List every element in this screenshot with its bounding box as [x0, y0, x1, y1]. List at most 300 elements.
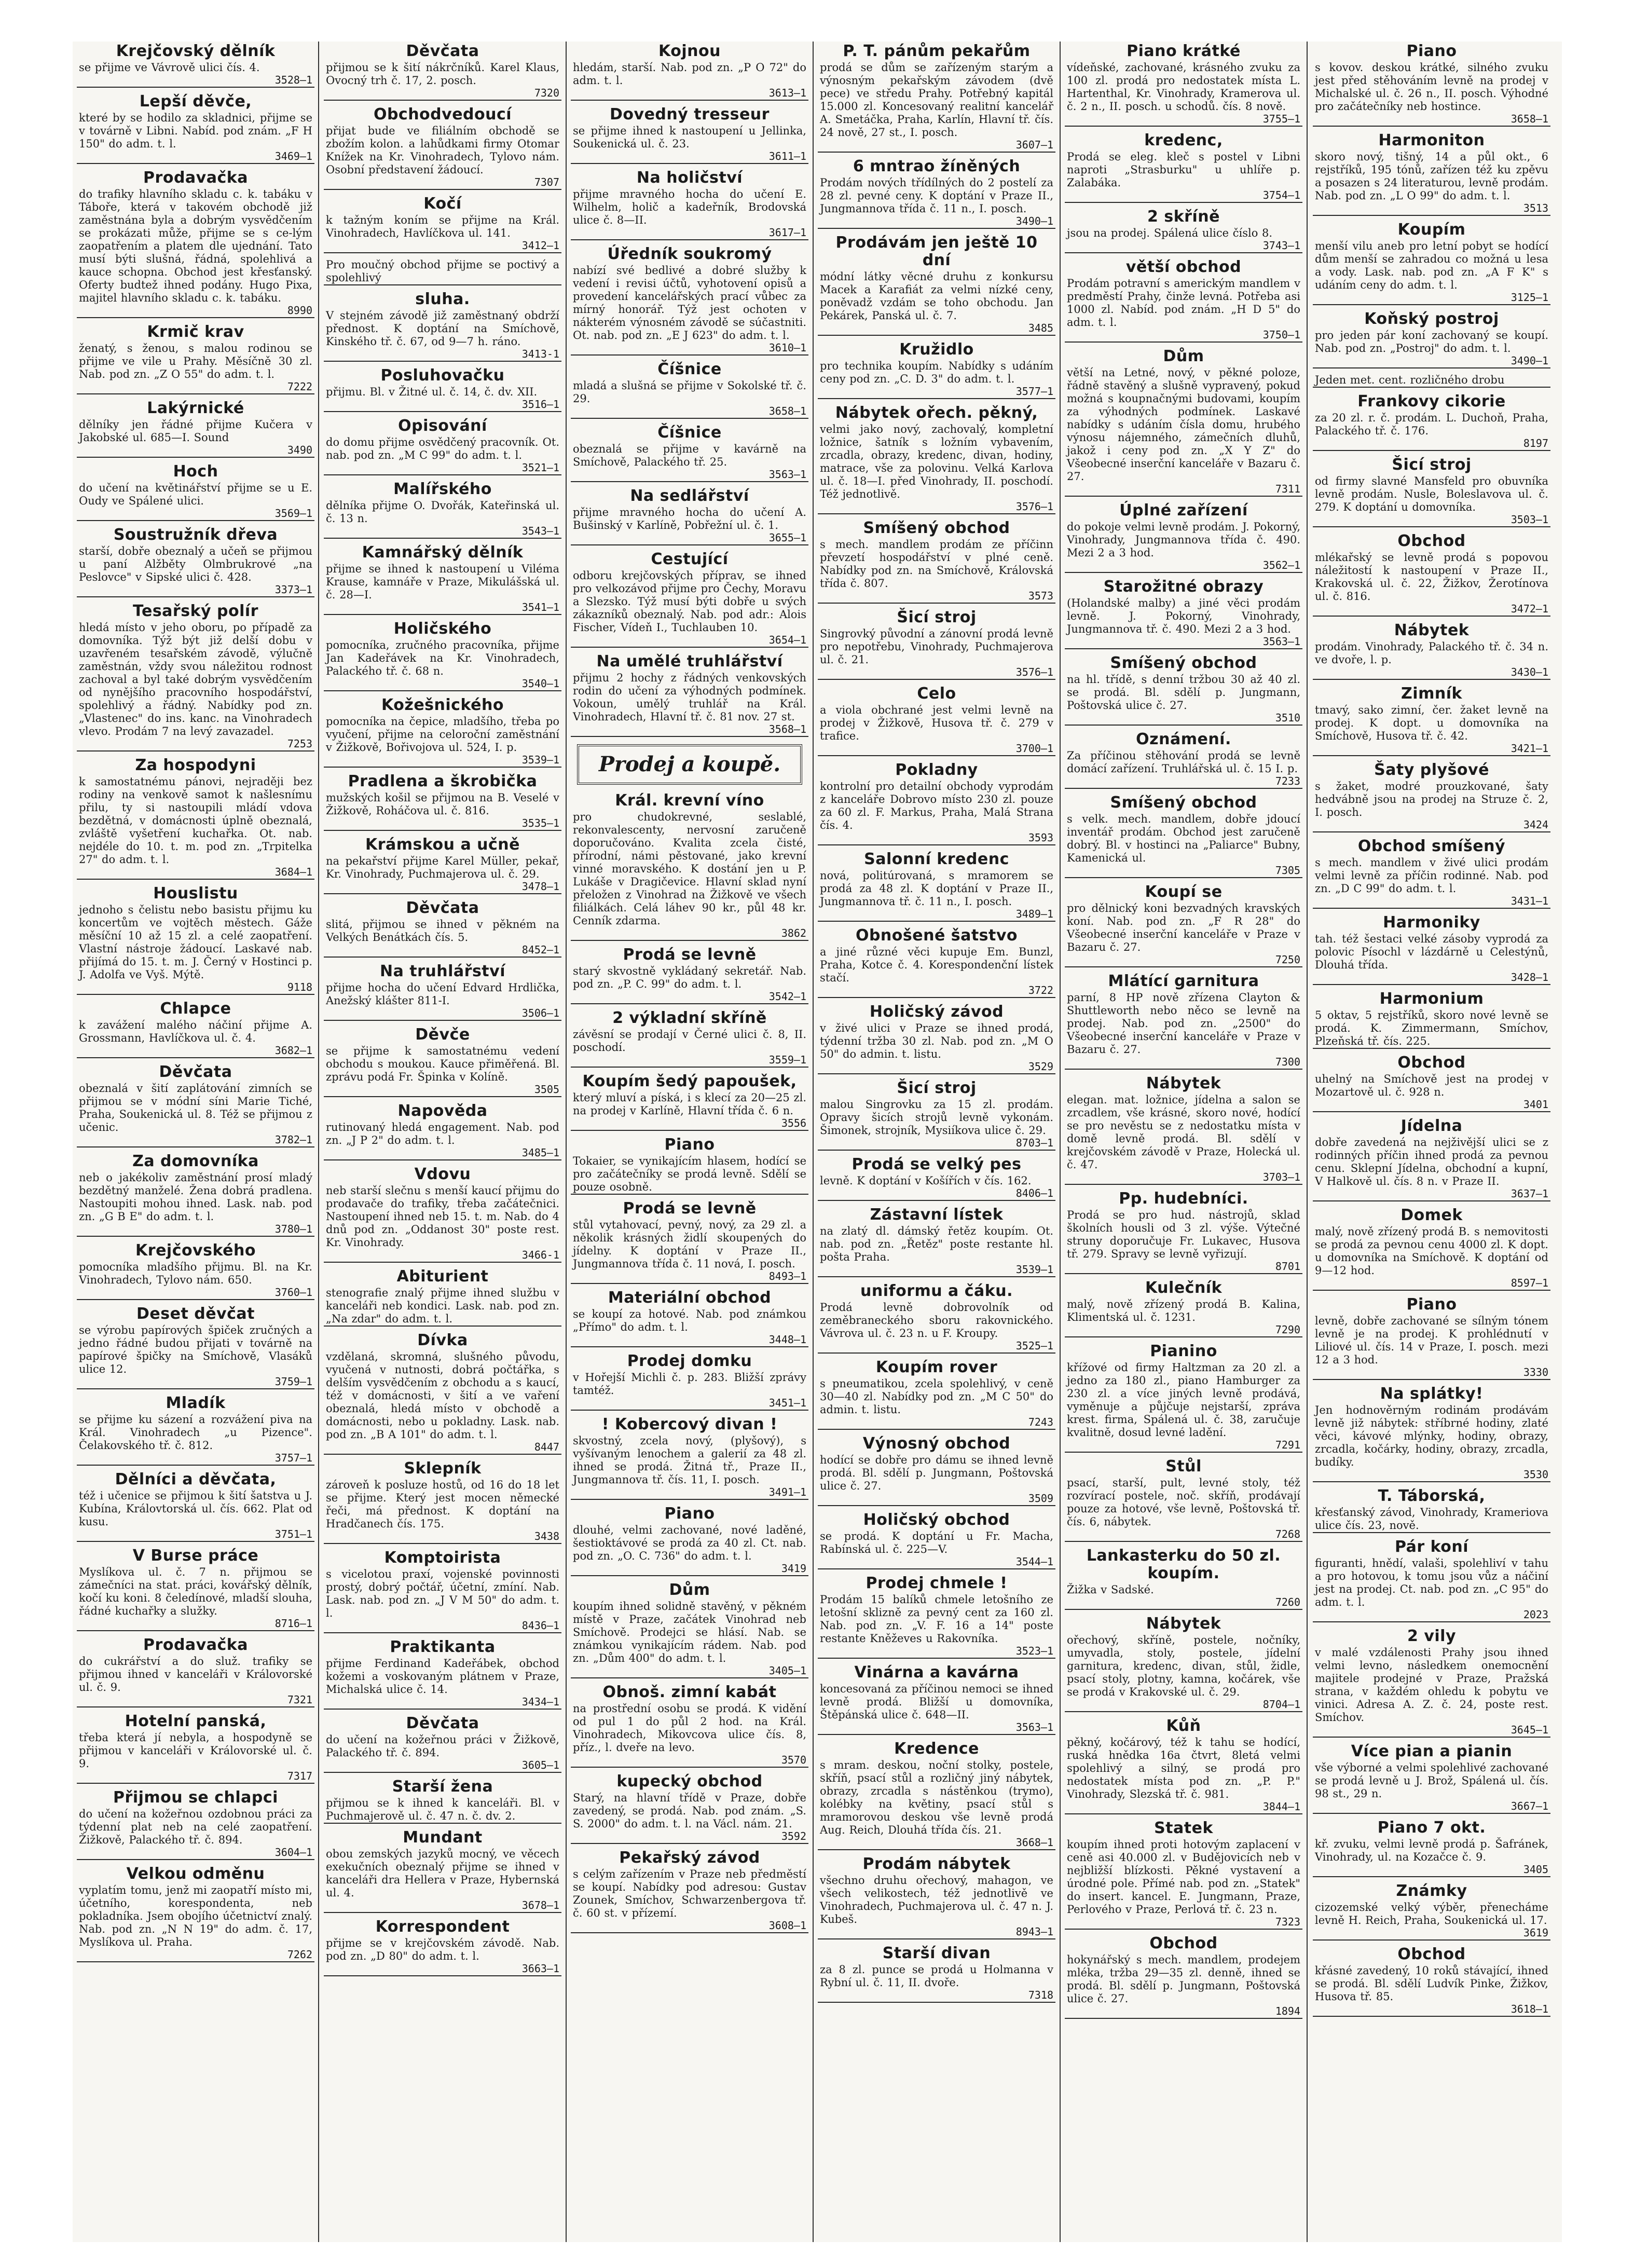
ad-reference-code: 3592: [781, 1830, 806, 1842]
classified-ad: [77, 400, 314, 458]
ad-reference-code: 3431—1: [1511, 895, 1548, 907]
ad-body: který mluví a píská, i s klecí za 20—25 zl. na prodej v Karlíně, Hlavní třída č. 6 n.: [573, 1091, 806, 1117]
ad-reference-code: 7250: [1275, 953, 1300, 966]
ad-reference-code: 3604—1: [274, 1846, 312, 1859]
ad-title: Starší žena: [392, 1778, 493, 1796]
ad-body: přijmu 2 hochy z řádných venkovských rodin do učení za výhodných podmínek. Vokoun, umělý truhlář na Král. Vinohradech, Hlavní tř. č. 81 nov. 27 st.: [573, 672, 806, 723]
ad-reference-code: 7290: [1275, 1323, 1300, 1336]
ad-reference-code: 3862: [781, 927, 806, 939]
classified-ad: [324, 417, 561, 475]
classified-ad: [571, 361, 808, 419]
ad-title: Pradlena a škrobička: [348, 772, 538, 790]
ad-title: Kůň: [1166, 1717, 1201, 1735]
ad-body: Jen hodnověrným rodinám prodávám levně již nábytek: stříbrné hodiny, zlaté věci, kávové mlýnky, hodiny, obrazy, zrcadla, kočárky, hodiny, obrazy, zrcadla, budíky.: [1315, 1404, 1548, 1468]
ad-reference-code: 7307: [534, 176, 559, 188]
ad-reference-code: 7268: [1275, 1528, 1300, 1540]
classified-ad: [77, 1242, 314, 1300]
ad-title: Krámskou a učně: [365, 836, 520, 854]
ad-body: Myslíkova ul. č. 7 n. přijmou se zámečníci na stat. práci, kovářský dělník, kočí ku koni. 8 čeledínové, mladší slouha, řádné kuchařky a služky.: [79, 1566, 312, 1617]
ad-body: obeznalá se přijme v kavárně na Smíchově, Palackého tř. 25.: [573, 443, 806, 468]
ad-body: prodá se dům se zařízeným starým a výnosným pekařským závodem (dvě pece) ve středu Prahy. Potřebný kapitál 15.000 zl. Koncesovaný realitní kancelář A. Smetáčka, Praha, Karlín, Hlavní tř. čís. 24 nově, 27 st., I. posch.: [820, 61, 1053, 139]
classified-ad: [324, 620, 561, 691]
ad-title: Piano: [1406, 1295, 1457, 1314]
ad-reference-code: 7318: [1028, 1989, 1053, 2001]
ad-title: Prodej domku: [627, 1352, 752, 1370]
classified-ad: [1065, 1820, 1302, 1930]
classified-ad: [77, 1000, 314, 1058]
ad-reference-code: 3421—1: [1511, 742, 1548, 755]
ad-body: se prodá. K doptání u Fr. Macha, Rabínská ul. č. 225—V.: [820, 1530, 1053, 1555]
ad-reference-code: 3780—1: [274, 1223, 312, 1235]
classified-ad: [77, 1063, 314, 1147]
ad-title: Piano: [664, 1505, 715, 1523]
ad-reference-code: 8452—1: [521, 944, 559, 956]
ad-reference-code: 3655—1: [768, 531, 806, 544]
ad-title: Kojnou: [658, 42, 721, 60]
ad-title: Lankasterku do 50 zl. koupím.: [1086, 1547, 1281, 1582]
ad-title: Pianino: [1150, 1342, 1217, 1360]
ad-body: starší, dobře obeznalý a učeň se přijmou u paní Alžběty Olmbrukrové „na Peslovce" v Sipské ulici č. 428.: [79, 545, 312, 583]
ad-reference-code: 3405—1: [768, 1664, 806, 1677]
ad-reference-code: 3542—1: [768, 990, 806, 1003]
classified-ad: [324, 1549, 561, 1633]
classified-ad: [1065, 132, 1302, 203]
classified-ad: [1313, 685, 1550, 756]
ad-title: Děvčata: [406, 1714, 479, 1732]
ad-title: ! Kobercový divan !: [601, 1415, 778, 1433]
classified-ad: [1313, 1628, 1550, 1738]
ad-title: Kružidlo: [899, 340, 974, 359]
classified-ad: [324, 963, 561, 1021]
ad-reference-code: 3485: [1028, 322, 1053, 334]
ad-body: tah. též šestaci velké zásoby vyprodá za polovic Písochl v lázdárně u Celestýnů, Dlouhá třída.: [1315, 933, 1548, 971]
ad-body: pro dělnický koni bezvadných kravských koní. Nab. pod zn. „F R 28" do Všeobecné inserční kanceláře v Praze v Bazaru č. 27.: [1067, 902, 1300, 953]
ad-title: Pekařský závod: [619, 1849, 760, 1867]
classified-ad: [324, 1026, 561, 1097]
classified-ad: [1065, 794, 1302, 878]
column-2: [324, 42, 561, 2242]
ad-body: levně. K doptání v Košířích v čís. 162.: [820, 1174, 1032, 1187]
ad-body: 5 oktav, 5 rejstříků, skoro nové levně se prodá. K. Zimmermann, Smíchov, Plzeňská tř. čís. 225.: [1315, 1009, 1548, 1047]
ad-body: do cukrářství a do služ. trafiky se přijmou ihned v kanceláři v Královorské ul. č. 9.: [79, 1655, 312, 1693]
ad-reference-code: 8597—1: [1511, 1277, 1548, 1289]
classified-ad: [571, 1416, 808, 1500]
ad-title: Více pian a pianin: [1351, 1742, 1513, 1760]
ad-body: větší na Letné, nový, v pěkné poloze, řádně stavěný a slušně vypravený, pokud možná s koupnačnými budovami, koupím za výhodných podmínek. Laskavé nabídky s udáním čísla domu, hrubého výnosu nájemného, zámečních dluhů, jakož i ceny pod zn. „X Y Z" do Všeobecné inserční kanceláře v Bazaru č. 27.: [1067, 366, 1300, 483]
ad-title: Koupím šedý papoušek,: [582, 1072, 797, 1090]
ad-reference-code: 3513: [1523, 202, 1548, 214]
ad-title: Koupí se: [1145, 883, 1223, 901]
classified-ad: [818, 1740, 1055, 1850]
ad-title: Děvčata: [406, 42, 479, 60]
classified-ad: [1065, 1190, 1302, 1274]
ad-title: Krmič krav: [147, 323, 244, 341]
column-rule: [566, 42, 567, 2242]
ad-reference-code: 3782—1: [274, 1133, 312, 1146]
ad-title: Úředník soukromý: [607, 245, 772, 263]
ad-reference-code: 3491—1: [768, 1486, 806, 1498]
ad-body: třeba která jí nebyla, a hospodyně se přijmou v kanceláři v Královorské ul. č. 9.: [79, 1731, 312, 1770]
ad-title: Lakýrnické: [147, 399, 244, 417]
classified-ad: [818, 685, 1055, 756]
ad-body: s mram. deskou, noční stolky, postele, skříň, psací stůl a rozličný jiný nábytek, obrazy, zrcadla s nástěnkou (trymo), kolébky na květiny, psací stůl s mramorovou deskou vše levně prodá Aug. Reich, Dlouhá třída čís. 21.: [820, 1759, 1053, 1836]
ad-title: Pár koní: [1394, 1538, 1469, 1556]
ad-reference-code: 3523—1: [1015, 1645, 1053, 1657]
classified-ad: [571, 1136, 808, 1195]
ad-title: Piano: [1406, 42, 1457, 60]
ad-title: Na truhlářství: [379, 962, 505, 980]
ad-body: pomocníka mladšího přijmu. Bl. na Kr. Vinohradech, Tylovo nám. 650.: [79, 1261, 312, 1286]
ad-body: nová, politúrovaná, s mramorem se prodá za 48 zl. K doptání v Praze II., Jungmannova tř. č. 11 n., I. posch.: [820, 869, 1053, 908]
classified-ad: [818, 341, 1055, 399]
ad-reference-code: 3373—1: [274, 583, 312, 596]
classified-ad: [1313, 838, 1550, 909]
classified-ad: [324, 1166, 561, 1263]
classified-ad: [77, 1547, 314, 1631]
classified-ad: [571, 653, 808, 737]
ad-body: pro jeden pár koní zachovaný se koupí. Nab. pod zn. „Postroj" do adm. t. l.: [1315, 329, 1548, 354]
classified-ad: [324, 106, 561, 190]
ad-body: psací, starší, pult, levné stoly, též rozvírací postele, noč. skříň, prodávají pouze za hotové, vše levně, Poštovská tř. čís. 6, nábytek.: [1067, 1477, 1300, 1528]
ad-title: Harmoniky: [1383, 913, 1480, 932]
ad-title: Posluhovačku: [380, 366, 505, 385]
classified-ad: [818, 1003, 1055, 1074]
ad-title: Prodavačka: [143, 169, 248, 187]
classified-ad: [1313, 1054, 1550, 1112]
ad-title: kredenc,: [1144, 131, 1223, 149]
ad-body: Prodá se pro hud. nástrojů, sklad školních housli od 3 zl. výše. Výtečné struny doporučuje Fr. Lukavec, Husova tř. 279. Spravy se levně vyřizují.: [1067, 1209, 1300, 1260]
ad-reference-code: 2023: [1523, 1608, 1548, 1621]
ad-reference-code: 3757—1: [274, 1452, 312, 1464]
ad-title: Na umělé truhlářství: [596, 652, 783, 671]
ad-reference-code: 3430—1: [1511, 666, 1548, 678]
ad-body: prodám. Vinohrady, Palackého tř. č. 34 n. ve dvoře, l. p.: [1315, 640, 1548, 666]
classified-ad: [1065, 1935, 1302, 2019]
ad-title: Statek: [1154, 1819, 1213, 1837]
ad-reference-code: 3405: [1523, 1863, 1548, 1876]
ad-title: 2 výkladní skříně: [612, 1009, 767, 1027]
ad-body: křesťanský závod, Vinohrady, Krameriova ulice čís. 23, nově.: [1315, 1506, 1548, 1532]
ad-title: Abiturient: [396, 1267, 489, 1286]
ad-reference-code: 3489—1: [1015, 908, 1053, 920]
ad-body: s mech. mandlem prodám ze příčinn převzetí hospodářství v plné ceně. Nabídky pod zn. na Smíchově, Královská třída č. 807.: [820, 538, 1053, 590]
ad-body: pro chudokrevné, seslablé, rekonvalescenty, nervosní zaručeně doporučováno. Kvalita zcela čisté, přírodní, námi pěstované, jako krevní vinné moravského. K dostání jen u P. Lukáše v Dragičevice. Hlavní sklad nyní přeložen z Vinohrad na Žižkově ve všech filiálkách. Celá láhev 90 kr., půl 48 kr. Cenník zdarma.: [573, 811, 806, 927]
ad-reference-code: 3539—1: [521, 754, 559, 766]
classified-ad: [1313, 1487, 1550, 1533]
classified-ad: [571, 1773, 808, 1844]
ad-body: přijme Ferdinand Kadeřábek, obchod kožemi a voskovaným plátnem v Praze, Michalská ulice č. 14.: [326, 1657, 559, 1696]
classified-ad: [818, 520, 1055, 604]
ad-title: Výnosný obchod: [862, 1434, 1011, 1453]
ad-reference-code: 3667—1: [1511, 1800, 1548, 1812]
classified-ad: [324, 195, 561, 253]
ad-title: větší obchod: [1125, 258, 1242, 276]
ad-reference-code: 3428—1: [1511, 971, 1548, 983]
ad-reference-code: 3576—1: [1015, 666, 1053, 678]
classified-ad: [1313, 1207, 1550, 1291]
ad-title: Komptoirista: [384, 1549, 501, 1567]
classified-ad: [1065, 208, 1302, 253]
classified-ad: [1065, 973, 1302, 1070]
classified-ad: [1065, 883, 1302, 967]
ad-body: dělníky jen řádné přijme Kučera v Jakobské ul. 685—I. Sound: [79, 418, 312, 444]
classified-ad: [1313, 43, 1550, 127]
ad-reference-code: 3610—1: [768, 341, 806, 354]
ad-body: kř. zvuku, velmi levně prodá p. Šafránek, Vinohrady, ul. na Kozačce č. 9.: [1315, 1838, 1548, 1863]
ad-title: Deset děvčat: [136, 1305, 255, 1323]
ad-reference-code: 3568—1: [768, 723, 806, 735]
ad-reference-code: 3438: [534, 1530, 559, 1542]
ad-body: skoro nový, tišný, 14 a půl okt., 6 rejstříků, 195 tónů, zařízen též ku zpěvu a posazen s 24 literaturou, levně prodám. Nab. pod zn. „L O 99" do adm. t. l.: [1315, 151, 1548, 202]
ad-reference-code: 7233: [1275, 775, 1300, 787]
ad-title: Harmonium: [1379, 990, 1484, 1008]
ad-reference-code: 7311: [1275, 483, 1300, 495]
ad-title: Korrespondent: [375, 1918, 510, 1936]
ad-body: které by se hodilo za skladnici, přijme se v továrně v Libni. Nabíd. pod znám. „F H 150" do adm. t. l.: [79, 112, 312, 150]
classified-ad: [571, 245, 808, 356]
ad-reference-code: 3750—1: [1262, 329, 1300, 341]
ad-body: s pneumatikou, zcela spolehlivý, v ceně 30—40 zl. Nabídky pod zn. „M C 50" do admin. t. listu.: [820, 1377, 1053, 1416]
ad-body: neb o jakékoliv zaměstnání prosí mladý bezdětný manželé. Žena dobrá pradlena. Nastoupiti mohou ihned. Lask. nab. pod zn. „G B E" do adm. t. l.: [79, 1171, 312, 1223]
ad-title: Frankovy cikorie: [1357, 392, 1506, 411]
ad-reference-code: 3682—1: [274, 1044, 312, 1057]
classified-ad: [324, 367, 561, 412]
classified-ad: [818, 404, 1055, 514]
classified-ad: [571, 43, 808, 101]
ad-title: Úplné zařízení: [1119, 501, 1248, 520]
ad-body: menší vilu aneb pro letní pobyt se hodící dům menší se zahradou co možná u lesa a vody. Lask. nab. pod zn. „A F K" s udáním ceny do adm. t. l.: [1315, 240, 1548, 291]
ad-body: koncesovaná za příčinou nemoci se ihned levně prodá. Bližší u domovníka, Štěpánská ulice č. 648—II.: [820, 1683, 1053, 1721]
ad-reference-code: 7320: [534, 87, 559, 99]
ad-title: Chlapce: [160, 1000, 231, 1018]
ad-body: přijme se ihned k nastoupení u Viléma Krause, kamnáře v Praze, Mikulášská ul. č. 28—I.: [326, 563, 559, 601]
classified-ad: [77, 43, 314, 88]
ad-reference-code: 3401: [1523, 1098, 1548, 1111]
ad-body: Prodám potravní s americkým mandlem v predměstí Prahy, činže levná. Potřeba asi 1000 zl. Nabíd. pod znám. „H D 5" do adm. t. l.: [1067, 277, 1300, 329]
column-rule: [318, 42, 319, 2242]
ad-title: Dům: [1163, 347, 1204, 365]
ad-title: Salonní kredenc: [864, 850, 1009, 868]
ad-body: Starý, na hlavní třídě v Praze, dobře zavedený, se prodá. Nab. pod znám. „S. S. 2000" do adm. t. l. na Václ. nám. 21.: [573, 1792, 806, 1830]
ad-body: nabízí své bedlivé a dobré služby k vedení i revisi účtů, vyhotovení opisů a provedení kancelářských prací vůbec za mírný honorář. Týž jest ochoten v nákterém výnosném závodě se súčastniti. Ot. nab. pod zn. „E J 623" do adm. t. l.: [573, 264, 806, 341]
ad-reference-code: 3506—1: [521, 1007, 559, 1019]
ad-reference-code: 3684—1: [274, 866, 312, 878]
ad-body: malý, nově zřízený prodá B. s nemovitosti se prodá za pevnou cenu 4000 zl. K dopt. u domovníka na Smíchově. K doptání od 9—12 hod.: [1315, 1225, 1548, 1277]
ad-reference-code: 3451—1: [768, 1397, 806, 1409]
ad-body: přijmou se k ihned k kanceláři. Bl. v Puchmajerově ul. č. 47 n. č. dv. 2.: [326, 1797, 559, 1822]
ad-body: všechno druhu ořechový, mahagon, ve všech velikostech, též jednotlivě ve Vinohradech, Puchmajerova ul. č. 47 n. J. Kubeš.: [820, 1874, 1053, 1925]
column-6: [1313, 42, 1550, 2242]
ad-title: Prodej chmele !: [866, 1574, 1008, 1592]
ad-title: Šicí stroj: [897, 1079, 977, 1097]
ad-body: na pekařství přijme Karel Müller, pekař, Kr. Vinohrady, Puchmajerova ul. č. 29.: [326, 855, 559, 880]
ad-reference-code: 3608—1: [768, 1919, 806, 1932]
ad-body: Prodá levně dobrovolník od zeměbraneckého sboru rakovnického. Vávrova ul. č. 23 n. u F. Kroupy.: [820, 1301, 1053, 1340]
ad-title: Obnošené šatstvo: [855, 926, 1018, 945]
ad-body: Jeden met. cent. rozličného drobu: [1315, 374, 1505, 386]
classified-ad: [1313, 1117, 1550, 1201]
classified-ad: [1313, 1743, 1550, 1814]
ad-body: Tokaier, se vynikajícím hlasem, hodící se pro začátečníky se prodá levně. Sdělí se pouze osobně.: [573, 1155, 806, 1193]
classified-ad: [324, 899, 561, 958]
ad-body: k zavážení malého náčiní přijme A. Grossmann, Havlíčkova ul. č. 4.: [79, 1019, 312, 1044]
classified-ad: [1313, 622, 1550, 680]
ad-reference-code: 3525—1: [1015, 1340, 1053, 1352]
classified-ad: [818, 1855, 1055, 1939]
ad-title: Kulečník: [1145, 1279, 1223, 1297]
ad-body: Pro moučný obchod přijme se poctivý a spolehlivý: [326, 258, 559, 284]
classified-ad: [1313, 1819, 1550, 1877]
classified-ad: [1065, 43, 1302, 127]
ad-body: hledám, starší. Nab. pod zn. „P O 72" do adm. t. l.: [573, 61, 806, 87]
ad-reference-code: 3562—1: [1262, 559, 1300, 571]
ad-body: Prodám 15 balíků chmele letošního ze letošní sklizně za pevný cent za 160 zl. Nab. pod zn. „V. F. 16 a 14" poste restante Kněževes u Rakovníka.: [820, 1593, 1053, 1645]
ad-reference-code: 3658—1: [768, 405, 806, 417]
ad-title: Na holičství: [636, 169, 743, 187]
ad-body: vzdělaná, skromná, slušného původu, vyučená v nutnosti, dobrá počtářka, s delším vysvědčením z obchodu a s kaucí, též v domácnosti, v šití a ve vaření obeznalá, hledá místo v obchodě a domácnosti, nebo u pokladny. Lask. nab. pod zn. „B A 101" do adm. t. l.: [326, 1350, 559, 1441]
ad-body: přijme se v krejčovském závodě. Nab. pod zn. „D 80" do adm. t. l.: [326, 1937, 559, 1962]
ad-title: Prodávám jen ještě 10 dní: [835, 234, 1038, 269]
classified-ad: [818, 1282, 1055, 1354]
ad-body: dlouhé, velmi zachované, nové laděné, šestioktávové se prodá za 40 zl. Ct. nab. pod zn. „O. C. 736" do adm. t. l.: [573, 1524, 806, 1562]
ad-title: Prodavačka: [143, 1636, 248, 1654]
ad-title: Vinárna a kavárna: [854, 1663, 1019, 1682]
ad-title: Kamnářský dělník: [362, 543, 524, 562]
ad-title: Dovedný tresseur: [610, 105, 770, 124]
ad-reference-code: 3754—1: [1262, 189, 1300, 201]
ad-reference-code: 3559—1: [768, 1054, 806, 1066]
classified-ad: [818, 1945, 1055, 2003]
ad-title: Stůl: [1165, 1457, 1202, 1475]
ad-title: Praktikanta: [390, 1638, 496, 1656]
ad-title: Dělníci a děvčata,: [115, 1470, 277, 1488]
ad-reference-code: 7323: [1275, 1916, 1300, 1928]
ad-reference-code: 3607—1: [1015, 139, 1053, 151]
ad-title: Nábytek: [1394, 621, 1470, 639]
ad-reference-code: 3619: [1523, 1927, 1548, 1939]
ad-body: na hl. třídě, s denní tržbou 30 až 40 zl. se prodá. Bl. sdělí p. Jungmann, Poštovská ulice č. 27.: [1067, 673, 1300, 712]
ad-body: do pokoje velmi levně prodám. J. Pokorný, Vinohrady, Jungmannova třída č. 490. Mezi 2 a 3 hod.: [1067, 521, 1300, 559]
ad-reference-code: 3570: [781, 1754, 806, 1766]
classified-ad: [1065, 258, 1302, 343]
ad-reference-code: 8406—1: [1015, 1187, 1053, 1199]
classified-ad: [324, 481, 561, 539]
classified-ad: [818, 851, 1055, 922]
ad-body: mlékařský se levně prodá s popovou náležitostí k nastoupení v Praze II., Krakovská ul. č. 22, Žižkov, Žerotínova ul. č. 816.: [1315, 551, 1548, 603]
ad-title: Za hospodyni: [135, 756, 256, 774]
ad-body: od firmy slavné Mansfeld pro obuvníka levně prodám. Nusle, Boleslavova ul. č. 279. K doptání u domovníka.: [1315, 475, 1548, 513]
ad-title: Cestující: [651, 550, 729, 568]
ad-reference-code: 7262: [287, 1948, 312, 1961]
ad-reference-code: 3658—1: [1511, 113, 1548, 125]
ad-body: kontrolní pro detailní obchody vyprodám z kanceláře Dobrovo místo 230 zl. pouze za 60 zl. F. Markus, Praha, Malá Strana čís. 4.: [820, 780, 1053, 831]
ad-body: V stejném závodě již zaměstnaný obdrží přednost. K doptání na Smíchově, Kinského tř. č. 67, od 9—7 h. ráno.: [326, 309, 559, 348]
classified-ad: [324, 773, 561, 831]
ad-reference-code: 3722: [1028, 984, 1053, 996]
ad-body: vyplatím tomu, jenž mi zaopatří místo mi, účetního, korespondenta, neb pokladníka. Jsem obojího účetnictví znalý. Nab. pod zn. „N N 19" do adm. č. 17, Myslíkova ul. Praha.: [79, 1884, 312, 1948]
ad-reference-code: 3490—1: [1015, 215, 1053, 227]
ad-title: Celo: [917, 685, 956, 703]
ad-body: vídeňské, zachované, krásného zvuku za 100 zl. prodá pro nedostatek místa L. Hartenthal, Kr. Vinohrady, Kramerova ul. č. 2 n., II. posch. u schodů. čís. 8 nově.: [1067, 61, 1300, 113]
classified-ad: [818, 761, 1055, 845]
classified-ad: [1313, 374, 1550, 388]
ad-body: hokynářský s mech. mandlem, prodejem mléka, tržba 29—35 zl. denně, ihned se prodá. Bl. sdělí p. Jungmann, Poštovská ulice č. 27.: [1067, 1953, 1300, 2005]
ad-title: Přijmou se chlapci: [113, 1788, 278, 1807]
ad-reference-code: 3637—1: [1511, 1187, 1548, 1200]
ad-body: s kovov. deskou krátké, silného zvuku jest před stěhováním levně na prodej v Michalské ul. č. 26 n., II. posch. Výhodné pro začátečníky neb hostince.: [1315, 61, 1548, 113]
classified-ad: [571, 1505, 808, 1576]
ad-body: na prostřední osobu se prodá. K vidění od pul 1 do půl 2 hod. na Král. Vinohradech, Mikovcova ulice čís. 8, příz., l. dveře na levo.: [573, 1702, 806, 1754]
ad-reference-code: 8990: [287, 304, 312, 317]
ad-reference-code: 3125—1: [1511, 291, 1548, 304]
classified-ad: [77, 1471, 314, 1542]
classified-ad: [818, 1206, 1055, 1277]
ad-title: Tesařský polír: [133, 602, 258, 620]
ad-title: Dívka: [417, 1331, 468, 1349]
ad-body: přijmou se k šití nákrčníků. Karel Klaus, Ovocný trh č. 17, 2. posch.: [326, 61, 559, 87]
ad-title: Děvčata: [159, 1063, 232, 1081]
ad-title: Holičský obchod: [863, 1511, 1010, 1529]
ad-reference-code: 3412—1: [521, 239, 559, 252]
ad-reference-code: 3654—1: [768, 634, 806, 646]
classified-ad: [77, 169, 314, 318]
classified-ad: [818, 1080, 1055, 1151]
ad-title: Hoch: [173, 462, 218, 481]
classified-ad: [818, 43, 1055, 153]
ad-title: 6 mntrao žíněných: [853, 157, 1021, 175]
ad-title: Houslistu: [153, 884, 238, 903]
ad-reference-code: 3760—1: [274, 1286, 312, 1299]
classified-ad: [818, 1435, 1055, 1506]
ad-body: dobře zavedená na nejživější ulici se z rodinných příčin ihned prodá za pevnou cenu. Sklepní Jídelna, obchodní a kupní, V Halkově ul. čís. 8 n. v Praze II.: [1315, 1136, 1548, 1187]
ad-title: Šicí stroj: [897, 608, 977, 626]
classified-ad: [324, 696, 561, 768]
ad-title: V Burse práce: [132, 1547, 259, 1565]
classified-ad: [324, 1460, 561, 1544]
classified-ad: [1065, 1075, 1302, 1185]
ad-title: Děvče: [415, 1026, 470, 1044]
classified-ad: [571, 551, 808, 648]
ad-body: pro technika koupím. Nabídky s udáním ceny pod zn. „C. D. 3" do adm. t. l.: [820, 360, 1053, 385]
newspaper-page: [73, 42, 1562, 2242]
ad-reference-code: 3434—1: [521, 1696, 559, 1708]
ad-title: Kožešnického: [381, 696, 504, 714]
ad-title: T. Táborská,: [1378, 1487, 1486, 1505]
ad-reference-code: 8701: [1275, 1260, 1300, 1273]
ad-reference-code: 8197: [1523, 437, 1548, 449]
ad-reference-code: 3490—1: [1511, 354, 1548, 367]
ad-reference-code: 8493—1: [768, 1270, 806, 1282]
ad-reference-code: 3448—1: [768, 1333, 806, 1346]
classified-ad: [818, 1511, 1055, 1569]
classified-ad: [77, 93, 314, 164]
ad-title: Materiální obchod: [608, 1289, 772, 1307]
ad-title: Obchod: [1397, 1054, 1466, 1072]
classified-ad: [818, 1664, 1055, 1735]
ad-body: mladá a slušná se přijme v Sokolské tř. č. 29.: [573, 379, 806, 405]
ad-title: Smíšený obchod: [1110, 654, 1257, 672]
ad-title: Na splátky!: [1380, 1385, 1484, 1403]
ad-body: pěkný, kočárový, též k tahu se hodící, ruská hnědka 16a čtvrt, 8letá velmi spolehlivý a silný, se prodá pro nedostatek místa pod zn. „P. P." Vinohrady, Slezská tř. č. 981.: [1067, 1736, 1300, 1800]
ad-reference-code: 3413-1: [521, 348, 559, 360]
ad-body: (Holandské malby) a jiné věci prodám levně. J. Pokorný, Vinohrady, Jungmannova tř. č. 490. Mezi 2 a 3 hod.: [1067, 597, 1300, 635]
ad-body: pomocníka, zručného pracovníka, přijme Jan Kadeřávek na Kr. Vinohradech, Palackého tř. č. 68 n.: [326, 639, 559, 677]
ad-body: neb starší slečnu s menší kaucí přijmu do prodavače do trafiky, třeba začátečnici. Nastoupení ihned neb 15. t. m. Nab. do 4 dnů pod zn. „Oddanost 30" poste rest. Kr. Vinohrady.: [326, 1184, 559, 1249]
ad-title: Koupím rover: [875, 1358, 998, 1376]
ad-body: malý, nově zřízený prodá B. Kalina, Klimentská ul. č. 1231.: [1067, 1298, 1300, 1323]
ad-reference-code: 3569—1: [274, 507, 312, 520]
ad-body: do učení na kožeřnou práci v Žižkově, Palackého tř. č. 894.: [326, 1733, 559, 1759]
